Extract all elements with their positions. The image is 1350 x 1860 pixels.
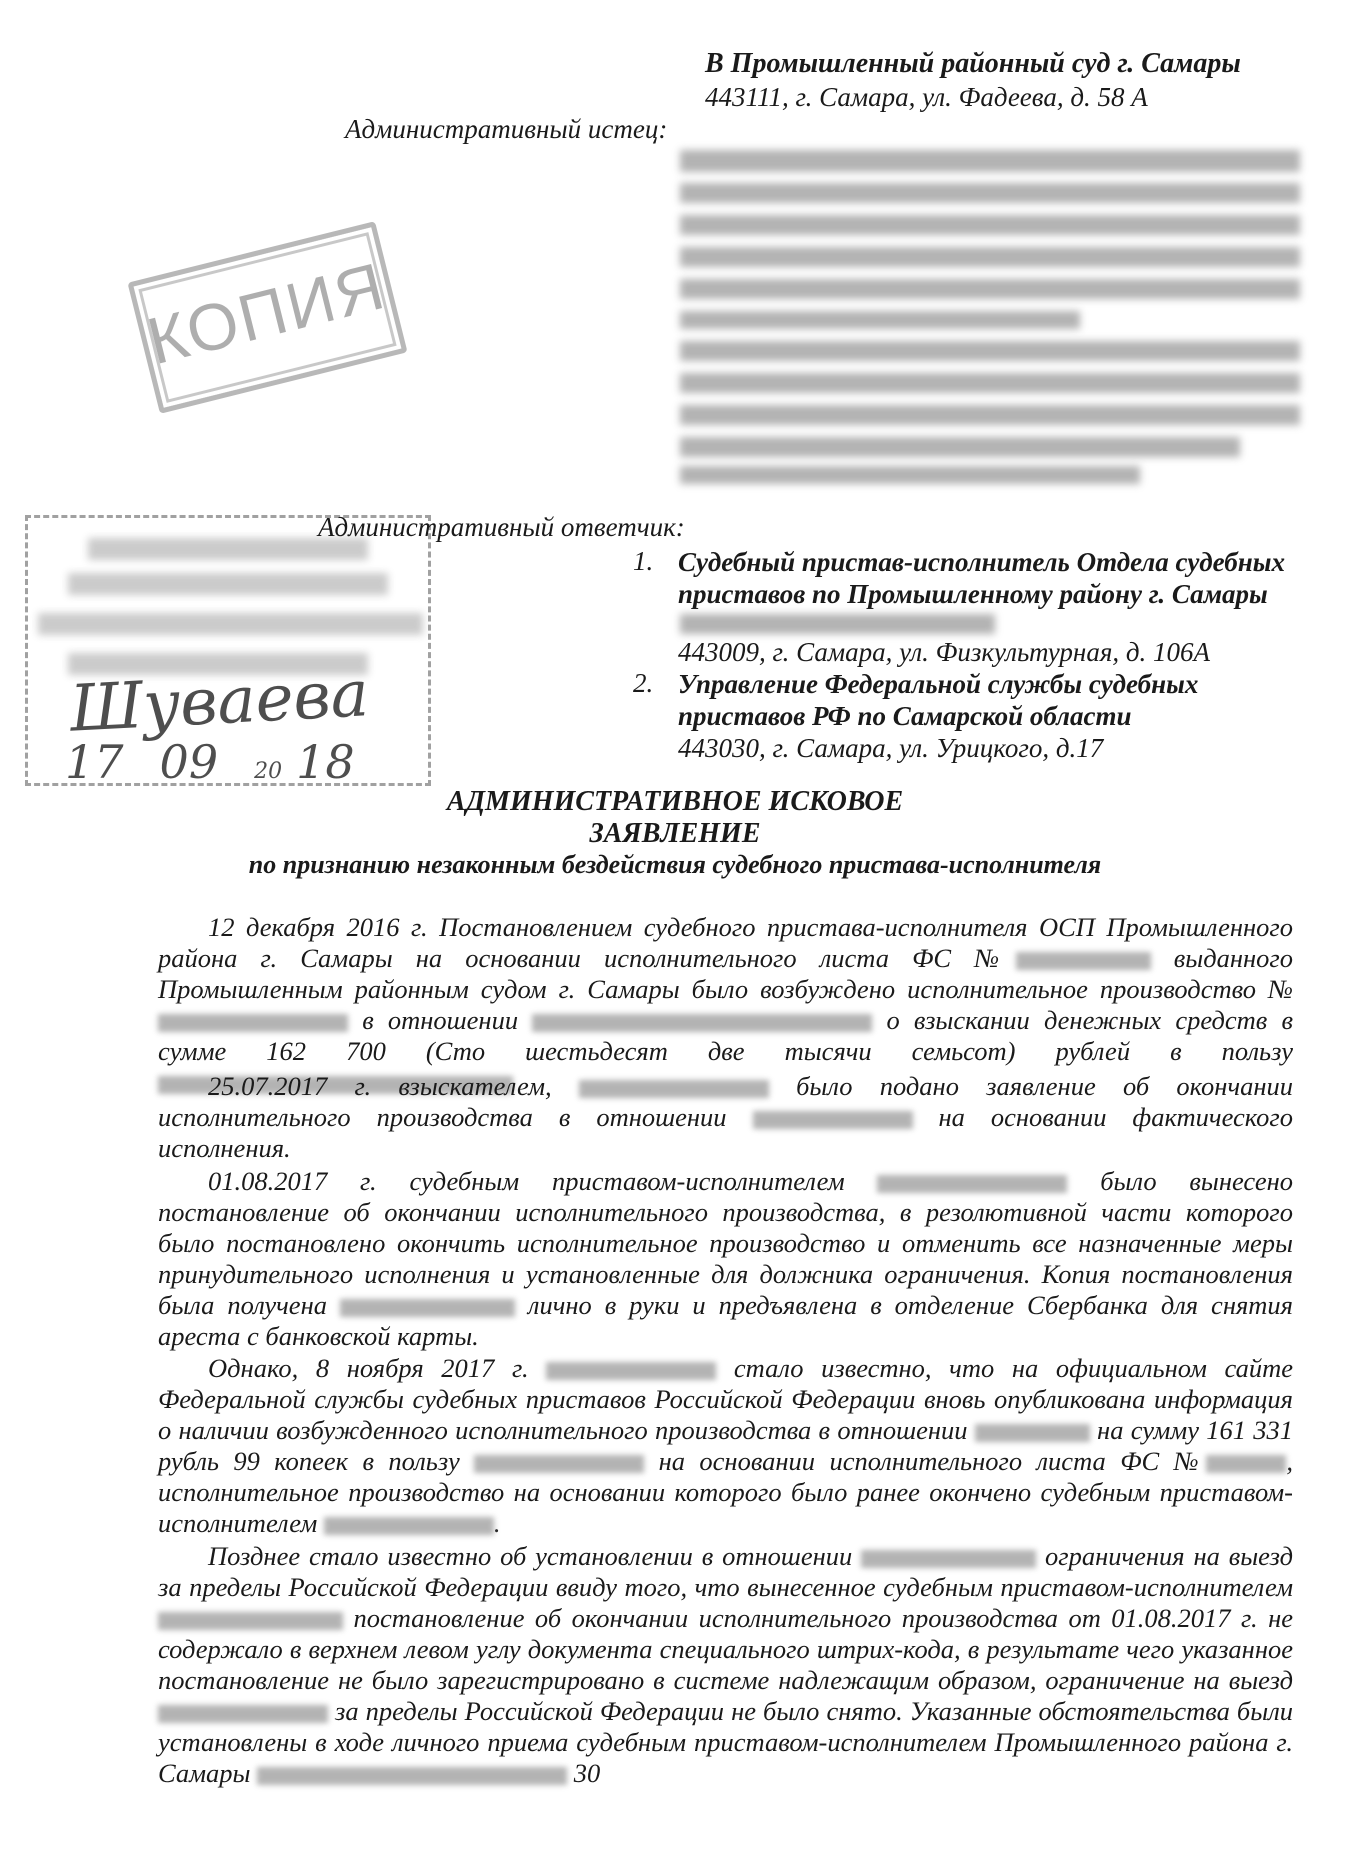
body-paragraph-3: 01.08.2017 г. судебным приставом-исполнителем было вынесено постановление об окончании исполнительного производства, в резолютивной части которого было постановлено окончить исполнительное производство и отменить все назначенные меры принудительного исполнения и установленные для должника ограничения. Копия постановления была получена лично в руки и предъявлена в отделение Сбербанка для снятия ареста с банковской карты.	[158, 1166, 1293, 1351]
redacted-name	[680, 614, 995, 634]
respondent-label: Административный ответчик:	[318, 512, 685, 542]
body-paragraph-1: 12 декабря 2016 г. Постановлением судебного пристава-исполнителя ОСП Промышленного района г. Самары на основании исполнительного листа ФС № выданного Промышленным районным судом г. Самары было возбуждено исполнительное производство № в отношении о взыскании денежных средств в сумме 162 700 (Сто шестьдесят две тысячи семьсот) рублей в пользу	[158, 912, 1293, 1098]
document-subtitle: по признанию незаконным бездействия судебного пристава-исполнителя	[248, 850, 1102, 879]
body-paragraph-4: Однако, 8 ноября 2017 г. стало известно, что на официальном сайте Федеральной службы судебных приставов Российской Федерации вновь опубликована информация о наличии возбужденного исполнительного производства в отношении на сумму 161 331 рубль 99 копеек в пользу на основании исполнительного листа ФС № , исполнительное производство на основании которого было ранее окончено судебным приставом-исполнителем .	[158, 1353, 1294, 1538]
stamp-date: 17 09 20 18	[65, 735, 355, 789]
respondent-name-line1: Судебный пристав-исполнитель Отдела судебных	[678, 547, 1285, 577]
document-title-line1: АДМИНИСТРАТИВНОЕ ИСКОВОЕ	[446, 786, 904, 817]
handwritten-signature: Шуваева	[68, 657, 371, 747]
plaintiff-label: Административный истец:	[345, 114, 668, 144]
respondent-address: 443030, г. Самара, ул. Урицкого, д.17	[678, 733, 1104, 763]
respondent-number: 2.	[633, 668, 654, 698]
respondent-number: 1.	[633, 546, 654, 576]
respondent-name-line2: приставов по Промышленному району г. Самары	[678, 579, 1268, 609]
copy-stamp	[127, 221, 407, 414]
body-paragraph-5: Позднее стало известно об установлении в отношении ограничения на выезд за пределы Российской Федерации ввиду того, что вынесенное судебным приставом-исполнителем постановление об окончании исполнительного производства от 01.08.2017 г. не содержало в верхнем левом углу документа специального штрих-кода, в результате чего указанное постановление не было зарегистрировано в системе надлежащим образом, ограничение на выезд за пределы Российской Федерации не было снято. Указанные обстоятельства были установлены в ходе личного приема судебным приставом-исполнителем Промышленного района г. Самары 30	[158, 1541, 1293, 1788]
respondent-name-line1: Управление Федеральной службы судебных	[678, 669, 1199, 699]
court-address: 443111, г. Самара, ул. Фадеева, д. 58 А	[705, 82, 1148, 112]
court-name: В Промышленный районный суд г. Самары	[705, 48, 1241, 79]
copy-stamp-text: КОПИЯ	[140, 248, 393, 379]
respondent-name-line2: приставов РФ по Самарской области	[678, 701, 1132, 731]
body-paragraph-2: 25.07.2017 г. взыскателем, было подано заявление об окончании исполнительного производства в отношении на основании фактического исполнения.	[158, 1071, 1293, 1163]
respondent-address: 443009, г. Самара, ул. Физкультурная, д. 106А	[678, 637, 1211, 667]
document-title-line2: ЗАЯВЛЕНИЕ	[589, 818, 761, 849]
